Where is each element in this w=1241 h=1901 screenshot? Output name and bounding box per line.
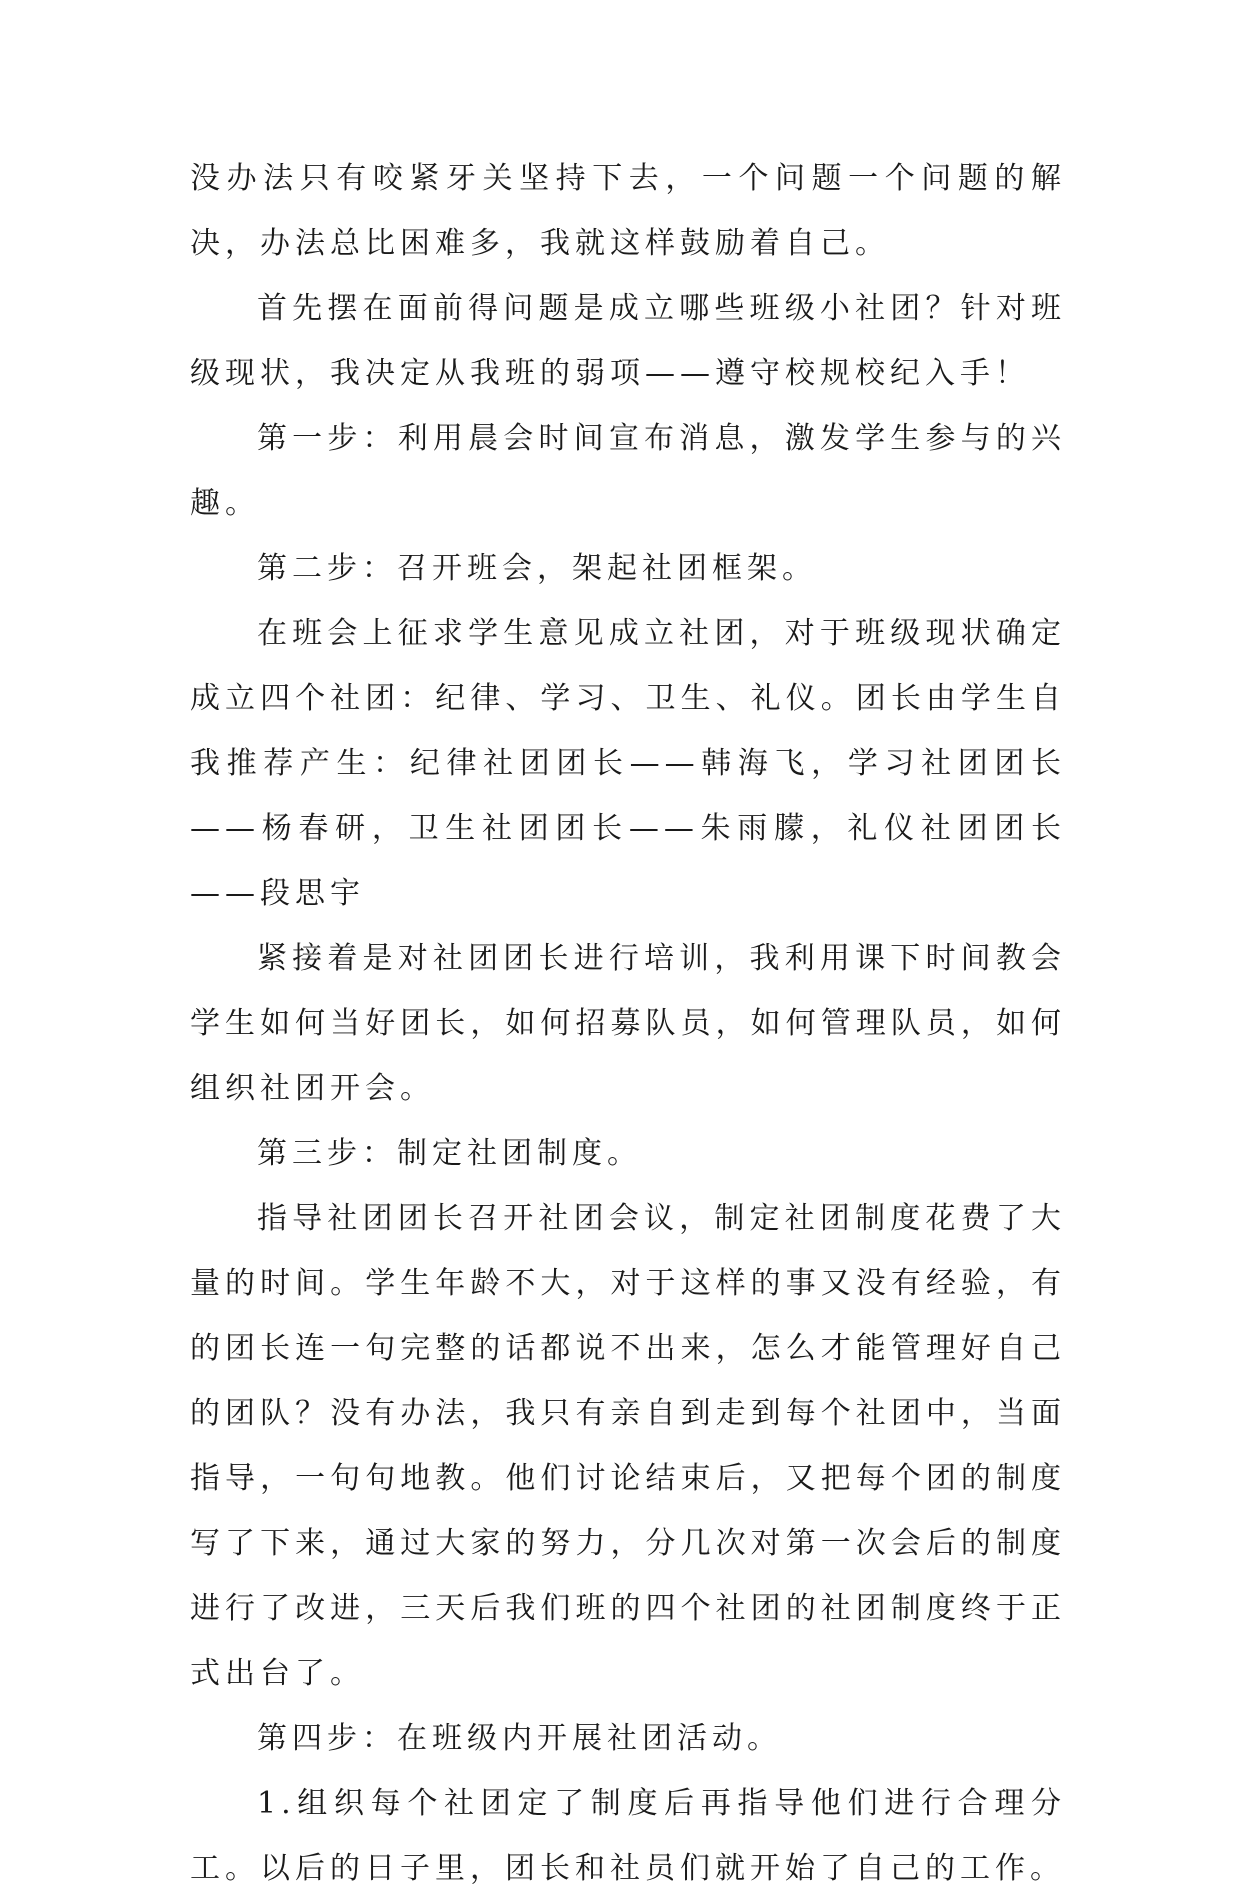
paragraph-step-2: 第二步：召开班会，架起社团框架。 (257, 551, 817, 586)
paragraph-item-1: 1.组织每个社团定了制度后再指导他们进行合理分工。以后的日子里，团长和社员们就开始了自己的工作。 (190, 1786, 1066, 1886)
paragraph-training: 紧接着是对社团团长进行培训，我利用课下时间教会学生如何当好团长，如何招募队员，如何管理队员，如何组织社团开会。 (190, 941, 1066, 1106)
paragraph-2: 首先摆在面前得问题是成立哪些班级小社团？针对班级现状，我决定从我班的弱项——遵守校规校纪入手！ (190, 291, 1066, 391)
paragraph-clubs: 在班会上征求学生意见成立社团，对于班级现状确定成立四个社团：纪律、学习、卫生、礼仪。团长由学生自我推荐产生：纪律社团团长——韩海飞，学习社团团长——杨春研，卫生社团团长——朱雨朦，礼仪社团团长——段思宇 (190, 616, 1066, 911)
paragraph-step-3: 第三步：制定社团制度。 (257, 1136, 642, 1171)
paragraph-1: 没办法只有咬紧牙关坚持下去，一个问题一个问题的解决，办法总比困难多，我就这样鼓励着自己。 (190, 161, 1066, 261)
paragraph-step-1: 第一步：利用晨会时间宣布消息，激发学生参与的兴趣。 (190, 421, 1066, 521)
document-page (190, 146, 1066, 1901)
paragraph-rules: 指导社团团长召开社团会议，制定社团制度花费了大量的时间。学生年龄不大，对于这样的事又没有经验，有的团长连一句完整的话都说不出来，怎么才能管理好自己的团队？没有办法，我只有亲自到走到每个社团中，当面指导，一句句地教。他们讨论结束后，又把每个团的制度写了下来，通过大家的努力，分几次对第一次会后的制度进行了改进，三天后我们班的四个社团的社团制度终于正式出台了。 (190, 1201, 1066, 1691)
paragraph-step-4: 第四步：在班级内开展社团活动。 (257, 1721, 782, 1756)
